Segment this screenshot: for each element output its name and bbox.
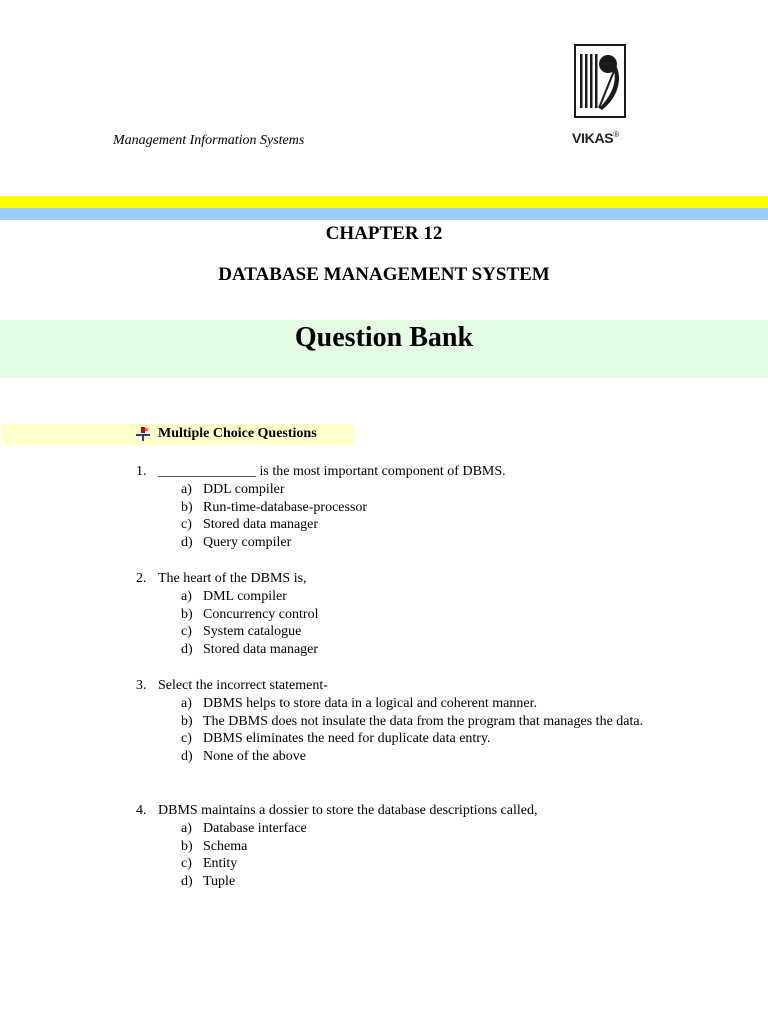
option-list <box>181 481 656 551</box>
section-title: Multiple Choice Questions <box>158 426 317 441</box>
chapter-number: CHAPTER 12 <box>325 223 443 244</box>
option-item: c) DBMS eliminates the need for duplicate data entry. <box>181 731 491 747</box>
header-subtitle: Management Information Systems <box>113 133 305 148</box>
option-item: b) Schema <box>181 838 248 854</box>
option-item: b) The DBMS does not insulate the data from the program that manages the data. <box>181 713 644 729</box>
option-list <box>181 588 656 658</box>
option-item: c) System catalogue <box>181 624 302 640</box>
option-item: d) Query compiler <box>181 534 292 550</box>
question-text: The heart of the DBMS is, <box>158 571 307 586</box>
header-band-blue <box>0 208 768 220</box>
option-item: b) Run-time-database-processor <box>181 499 368 515</box>
option-item: d) None of the above <box>181 748 307 764</box>
option-list <box>181 695 656 765</box>
logo-wordmark: VIKAS® <box>572 130 619 146</box>
question-number: 3. <box>136 678 147 693</box>
option-item: a) DBMS helps to store data in a logical and coherent manner. <box>181 696 537 711</box>
option-item: a) DML compiler <box>181 589 287 604</box>
page-title: Question Bank <box>294 322 474 353</box>
option-item: a) DDL compiler <box>181 482 285 497</box>
vikas-logo <box>572 44 630 148</box>
header-band-yellow <box>0 196 768 208</box>
question-text: DBMS maintains a dossier to store the database descriptions called, <box>158 803 538 818</box>
option-item: c) Entity <box>181 856 238 872</box>
pushpin-icon <box>136 427 150 441</box>
option-item: a) Database interface <box>181 821 307 836</box>
option-item: d) Tuple <box>181 873 236 889</box>
option-item: d) Stored data manager <box>181 641 319 657</box>
question-number: 2. <box>136 571 147 586</box>
option-item: b) Concurrency control <box>181 606 319 622</box>
chapter-title: DATABASE MANAGEMENT SYSTEM <box>218 264 550 285</box>
question-number: 4. <box>136 803 147 818</box>
question-text: ______________ is the most important component of DBMS. <box>158 464 506 479</box>
question-number: 1. <box>136 464 147 479</box>
option-list <box>181 820 656 890</box>
book-logo-icon <box>574 44 626 118</box>
question-text: Select the incorrect statement- <box>158 678 328 693</box>
option-item: c) Stored data manager <box>181 517 319 533</box>
